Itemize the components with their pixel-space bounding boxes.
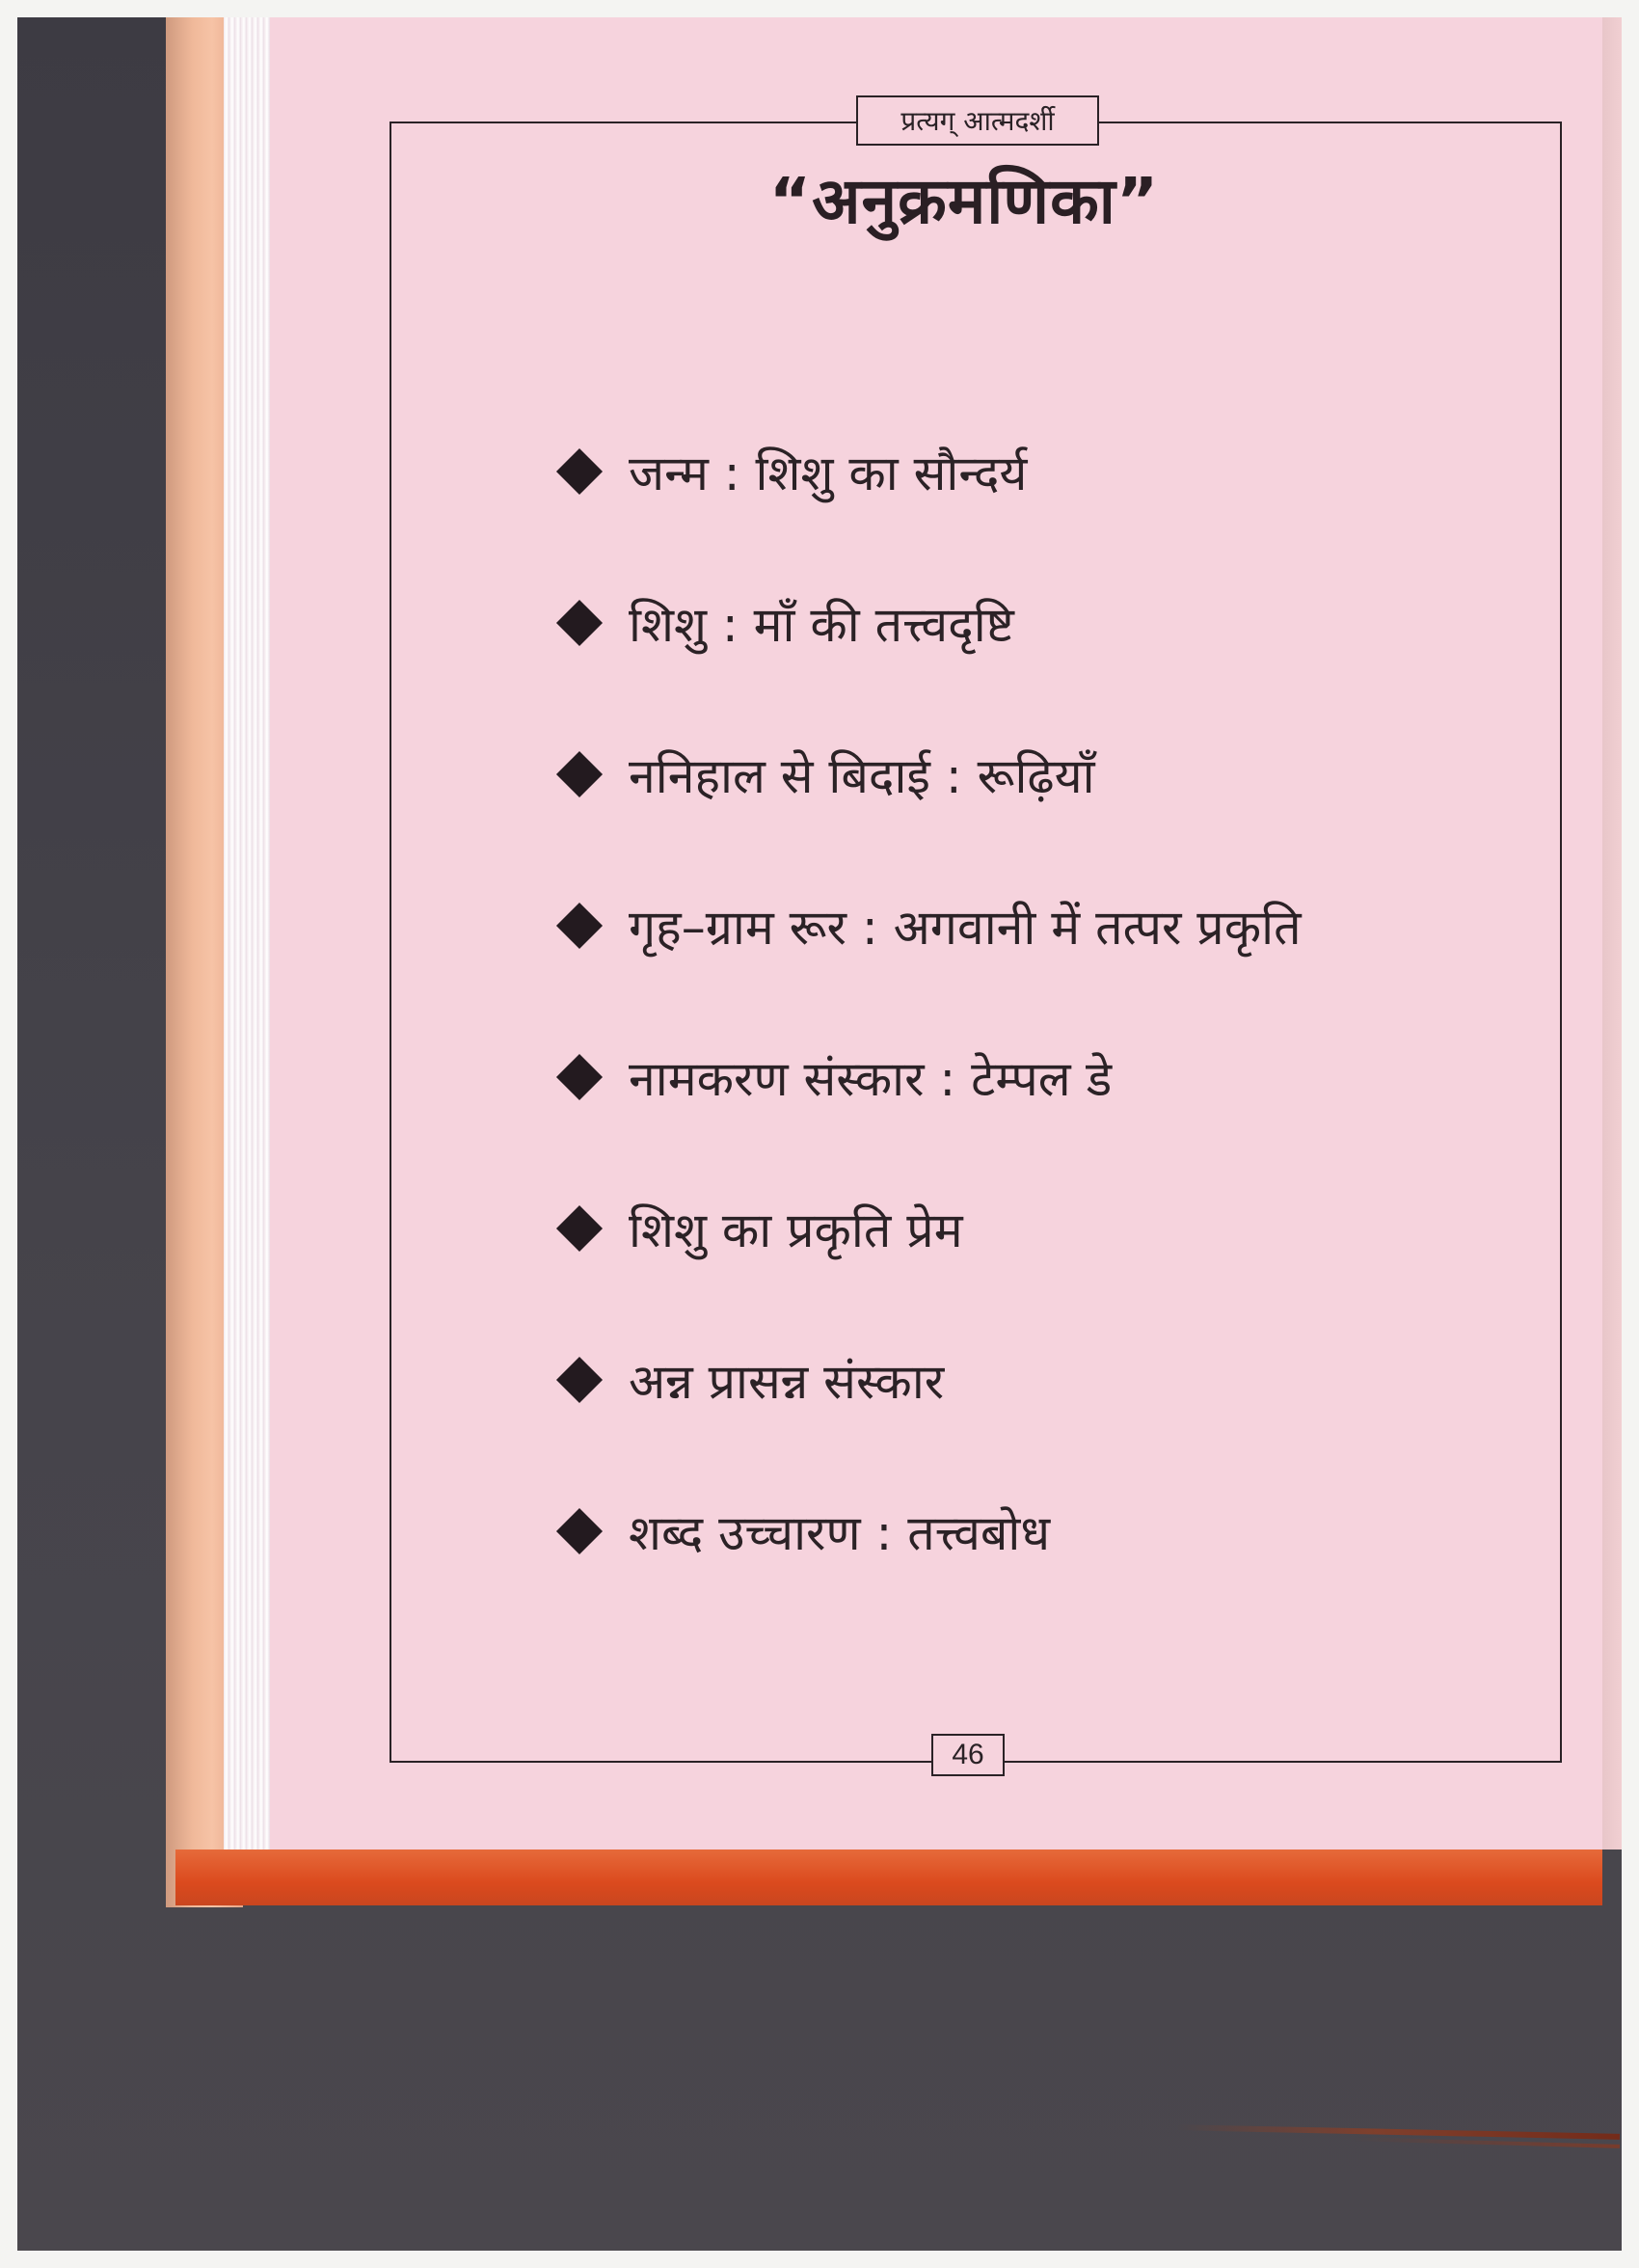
diamond-bullet-icon xyxy=(556,599,603,645)
toc-item xyxy=(551,1001,1516,1152)
book-right-edge xyxy=(1602,17,1622,1850)
page-stack-edge xyxy=(224,17,270,1850)
toc-item-label: जन्म : शिशु का सौन्दर्य xyxy=(629,445,1028,501)
toc-item-label: अन्न प्रासन्न संस्कार xyxy=(629,1353,945,1410)
toc-item-label: शिशु का प्रकृति प्रेम xyxy=(629,1202,963,1258)
diamond-bullet-icon xyxy=(556,1053,603,1099)
toc-item xyxy=(551,1304,1516,1455)
toc-item-label: नामकरण संस्कार : टेम्पल डे xyxy=(629,1050,1113,1107)
diamond-bullet-icon xyxy=(556,750,603,796)
toc-item xyxy=(551,698,1516,850)
toc-item xyxy=(551,1455,1516,1606)
page-number xyxy=(931,1734,1005,1776)
diamond-bullet-icon xyxy=(556,1507,603,1553)
running-header-text: प्रत्यग् आत्मदर्शी xyxy=(900,105,1055,137)
page-number-text: 46 xyxy=(952,1739,984,1770)
toc-item-label: शिशु : माँ की तत्त्वदृष्टि xyxy=(629,596,1014,653)
toc-item-label: ननिहाल से बिदाई : रूढ़ियाँ xyxy=(629,747,1095,804)
toc-item-label: गृह–ग्राम रूर : अगवानी में तत्पर प्रकृति xyxy=(629,899,1302,956)
toc-item-label: शब्द उच्चारण : तत्त्वबोध xyxy=(629,1504,1051,1561)
table-of-contents xyxy=(551,395,1516,1591)
diamond-bullet-icon xyxy=(556,447,603,494)
toc-item xyxy=(551,395,1516,547)
toc-item xyxy=(551,850,1516,1001)
page-title: “अनुक्रमणिका” xyxy=(768,164,1160,238)
toc-item xyxy=(551,1152,1516,1304)
diamond-bullet-icon xyxy=(556,1204,603,1251)
toc-item xyxy=(551,547,1516,698)
book-cover-bottom xyxy=(175,1850,1602,1905)
diamond-bullet-icon xyxy=(556,1356,603,1402)
diamond-bullet-icon xyxy=(556,902,603,948)
running-header xyxy=(856,95,1099,146)
